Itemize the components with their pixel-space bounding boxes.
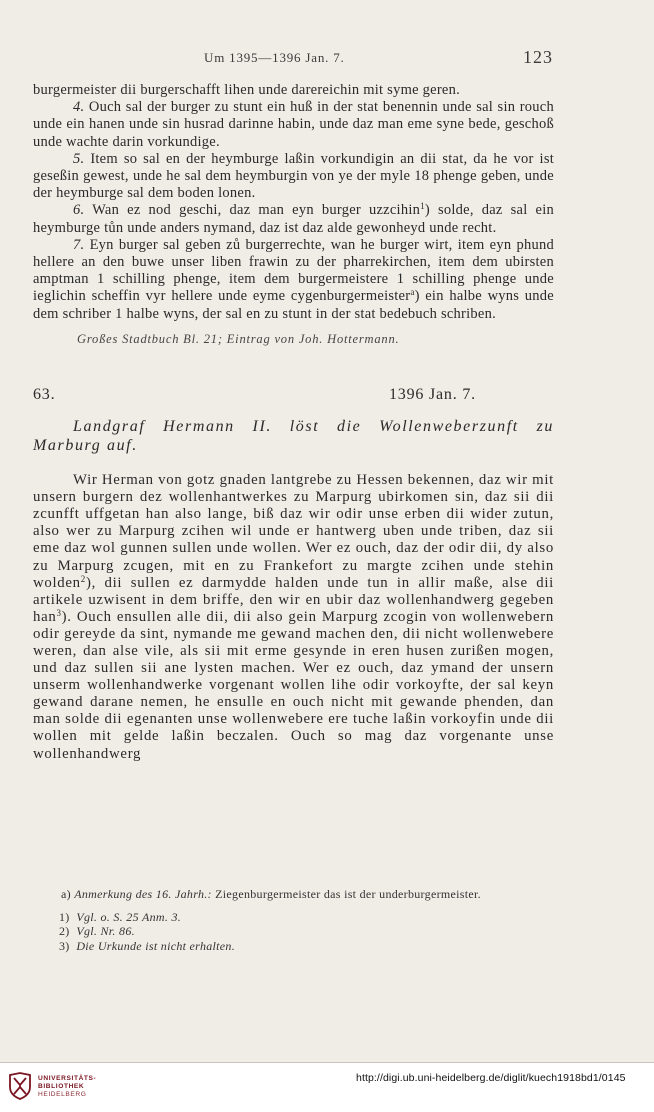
paragraph-4	[33, 99, 554, 151]
paragraph-number: 6.	[73, 202, 85, 219]
paragraph-7	[33, 237, 554, 323]
logo-line: BIBLIOTHEK	[38, 1083, 85, 1090]
paragraph-number: 7.	[73, 236, 85, 253]
paragraph-text: Ouch sal der burger zu stunt ein huß in der stat benennin unde sal sin rouch unde ein hanen unde sin husrad darinne habin, unde daz man eme syne bede, geschoß unde wachte darin vorkundige.	[33, 99, 554, 150]
running-head-date: Um 1395—1396 Jan. 7.	[204, 50, 345, 65]
footnote-marker: 3	[56, 607, 62, 618]
document-title: Landgraf Hermann II. löst die Wollenweberzunft zu Marburg auf.	[33, 418, 554, 455]
footnote-annotation: Anmerkung des 16. Jahrh.:	[74, 887, 212, 901]
footnote-marker: 1	[420, 201, 425, 212]
footnote-label: a)	[61, 887, 71, 901]
footnote-label: 1)	[59, 909, 70, 924]
paragraph-text: ) solde, daz sal ein heymburge tůn unde anders nymand, daz ist daz alde gewonheyd unde recht.	[33, 202, 554, 236]
running-head	[0, 47, 654, 71]
permalink-url[interactable]: http://digi.ub.uni-heidelberg.de/diglit/kuech1918bd1/0145	[356, 1072, 626, 1084]
footer-bar	[0, 1063, 654, 1112]
footnote-text: Ziegenburgermeister das ist der underburgermeister.	[211, 887, 481, 901]
logo-line: HEIDELBERG	[38, 1091, 87, 1098]
page-number: 123	[523, 47, 553, 67]
document-date: 1396 Jan. 7.	[389, 386, 476, 404]
logo-line: UNIVERSITÄTS-	[38, 1075, 97, 1082]
footnote-text: Vgl. Nr. 86.	[76, 924, 135, 939]
footnote-label: 3)	[59, 938, 70, 953]
document-heading	[33, 386, 554, 408]
library-logo-text	[38, 1075, 96, 1099]
footnotes	[33, 886, 554, 953]
paragraph-number: 4.	[73, 99, 85, 116]
footnote-marker: 2	[80, 573, 86, 584]
footnote-1	[33, 910, 554, 925]
footnote-3	[33, 939, 554, 954]
paragraph-text: Item so sal en der heymburge laßin vorkundigin an dii stat, da he vor ist geseßin gewest, unde he sal dem heymburgin von ye der myle 18 phenge geben, unde der heymburge sal dem boden lonen.	[33, 150, 555, 202]
document-text: ), dii sullen ez darmydde halden unde tun in allir maße, alse dii artikele uzwisent in dem briffe, den wir en ubir daz wollenhandwerg gegeben han	[33, 574, 554, 625]
main-text	[33, 82, 554, 763]
source-citation: Großes Stadtbuch Bl. 21; Eintrag von Joh. Hottermann.	[77, 331, 400, 346]
footnote-label: 2)	[59, 924, 70, 939]
document-paragraph	[33, 472, 554, 763]
university-logo-icon	[8, 1072, 32, 1100]
document-number: 63.	[33, 386, 56, 404]
paragraph-5	[33, 151, 554, 203]
footnote-a	[33, 886, 554, 903]
document-text: ). Ouch ensullen alle dii, dii also gein Marpurg zcogin von wollenwebern odir gereyde da sint, nymande me gewand machen den, dii nicht wollenwebere weren, dan alse vile, als sii mit erme gesynde in eren husen zurißen mogen, und daz sullen sii ane lysten machen. Wer ez ouch, daz ymand der unsern unserm wollenhandwerke vorgenant wollen lihe odir vorkoyfte, der sal keyn gewand darane nemen, he ensulle en ouch nicht mit gewande phenden, dan man solde dii egenanten unse wollenwebere ere tuche laßin vorkoyfin unde dii wollen mit gelde laßin beczalen. Ouch so mag daz vorgenante unse wollenhandwerg	[33, 608, 554, 762]
document-text: Wir Herman von gotz gnaden lantgrebe zu Hessen bekennen, daz wir mit unsern burgern dez wollenhantwerkes zu Marpurg ubirkomen sin, daz sii dii zcunfft uffgetan han also lange, biß daz wir odir unse erben dii wider zutun, also wer zu Marpurg zcihen wil unde er hantwerg uben unde triben, daz sii eme daz wol gunnen sullen unde wollen. Wer ez ouch, daz der odir dii, dy also zu Marpurg zcugen, mit en zu Frankefort zu margte zcihen unde stehin wolden	[33, 472, 554, 591]
footnote-text: Vgl. o. S. 25 Anm. 3.	[76, 909, 182, 924]
paragraph-text: Eyn burger sal geben zů burgerrechte, wan he burger wirt, item eyn phund hellere an den buwe unser liben frawin zu der pharrekirchen, item dem ubirsten amptman 1 schilling phenge, item dem burgermeistere 1 schilling phenge unde ieglichin scheffin vyr hellere unde eyme cygenburgermeister	[33, 236, 555, 305]
paragraph-text: ) ein halbe wyns unde dem schriber 1 halbe wyns, der sal en zu stunt in der stat bedebuch schriben.	[33, 288, 554, 322]
paragraph-number: 5.	[73, 150, 85, 167]
footnote-2	[33, 924, 554, 939]
document-body	[33, 472, 554, 763]
paragraph-text: Wan ez nod geschi, daz man eyn burger uzzcihin	[92, 202, 421, 219]
paragraph-6	[33, 202, 554, 236]
footnote-marker: a	[410, 287, 415, 298]
footnote-text: Die Urkunde ist nicht erhalten.	[76, 938, 236, 953]
continuation-paragraph: burgermeister dii burgerschafft lihen unde darereichin mit syme geren.	[33, 82, 460, 98]
